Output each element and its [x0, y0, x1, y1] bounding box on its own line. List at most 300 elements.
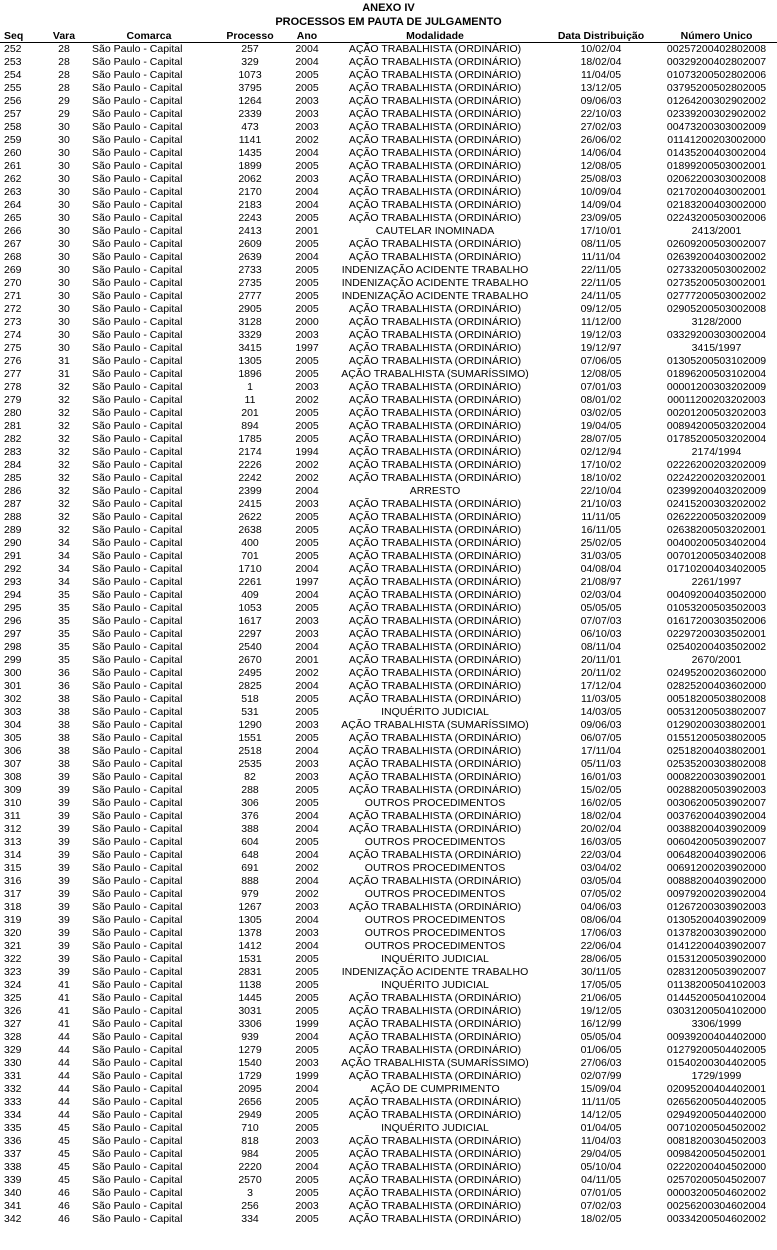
cell-numero-unico: 00518200503802008 — [666, 693, 767, 705]
cell-comarca: São Paulo - Capital — [92, 342, 183, 354]
cell-modalidade: AÇÃO TRABALHISTA (ORDINÁRIO) — [348, 628, 522, 640]
cell-modalidade: INQUÉRITO JUDICIAL — [381, 1122, 489, 1134]
cell-seq: 263 — [4, 186, 22, 198]
cell-seq: 311 — [4, 810, 21, 822]
table-row — [0, 212, 777, 225]
cell-comarca: São Paulo - Capital — [92, 485, 183, 497]
cell-vara: 39 — [58, 875, 70, 887]
cell-modalidade: OUTROS PROCEDIMENTOS — [364, 797, 506, 809]
table-row — [0, 563, 777, 576]
cell-processo: 1290 — [238, 719, 262, 731]
cell-data-distribuicao: 15/09/04 — [580, 1083, 622, 1095]
cell-data-distribuicao: 05/05/04 — [580, 1031, 622, 1043]
cell-vara: 38 — [58, 745, 70, 757]
cell-vara: 30 — [58, 173, 70, 185]
cell-ano: 2005 — [295, 537, 319, 549]
cell-modalidade: AÇÃO TRABALHISTA (ORDINÁRIO) — [348, 537, 522, 549]
cell-comarca: São Paulo - Capital — [92, 1148, 183, 1160]
cell-vara: 32 — [58, 394, 70, 406]
cell-modalidade: AÇÃO TRABALHISTA (ORDINÁRIO) — [348, 563, 522, 575]
cell-numero-unico: 2670/2001 — [691, 654, 742, 666]
cell-numero-unico: 00288200503902003 — [666, 784, 767, 796]
table-row — [0, 693, 777, 706]
cell-vara: 38 — [58, 693, 70, 705]
cell-numero-unico: 00011200203202003 — [667, 394, 766, 406]
cell-comarca: São Paulo - Capital — [92, 459, 183, 471]
cell-seq: 272 — [4, 303, 22, 315]
cell-ano: 2005 — [295, 797, 319, 809]
cell-vara: 41 — [58, 992, 70, 1004]
table-row — [0, 472, 777, 485]
cell-modalidade: AÇÃO TRABALHISTA (ORDINÁRIO) — [348, 641, 522, 653]
cell-processo: 2518 — [238, 745, 262, 757]
cell-numero-unico: 3306/1999 — [691, 1018, 742, 1030]
cell-processo: 2656 — [238, 1096, 262, 1108]
cell-ano: 2004 — [295, 1161, 319, 1173]
cell-comarca: São Paulo - Capital — [92, 654, 183, 666]
cell-vara: 35 — [58, 602, 70, 614]
cell-modalidade: AÇÃO TRABALHISTA (ORDINÁRIO) — [348, 238, 522, 250]
cell-seq: 277 — [4, 368, 22, 380]
cell-processo: 2905 — [238, 303, 262, 315]
cell-ano: 2004 — [295, 251, 319, 263]
cell-ano: 2003 — [295, 498, 319, 510]
cell-data-distribuicao: 10/02/04 — [580, 43, 622, 55]
cell-numero-unico: 01899200503002001 — [666, 160, 767, 172]
cell-numero-unico: 00306200503902007 — [666, 797, 767, 809]
cell-vara: 39 — [58, 914, 70, 926]
cell-ano: 2005 — [295, 784, 319, 796]
column-header-modalidade: Modalidade — [324, 31, 546, 43]
cell-data-distribuicao: 28/06/05 — [580, 953, 622, 965]
cell-data-distribuicao: 15/02/05 — [580, 784, 622, 796]
cell-data-distribuicao: 10/09/04 — [580, 186, 622, 198]
cell-vara: 35 — [58, 589, 70, 601]
cell-comarca: São Paulo - Capital — [92, 1018, 183, 1030]
cell-numero-unico: 03031200504102000 — [666, 1005, 767, 1017]
cell-comarca: São Paulo - Capital — [92, 498, 183, 510]
cell-ano: 2005 — [295, 407, 319, 419]
cell-comarca: São Paulo - Capital — [92, 199, 183, 211]
cell-comarca: São Paulo - Capital — [92, 927, 183, 939]
cell-numero-unico: 00257200402802008 — [666, 43, 767, 55]
cell-seq: 282 — [4, 433, 22, 445]
cell-data-distribuicao: 23/09/05 — [580, 212, 622, 224]
cell-vara: 39 — [58, 784, 70, 796]
table-row — [0, 316, 777, 329]
cell-vara: 30 — [58, 199, 70, 211]
cell-comarca: São Paulo - Capital — [92, 966, 183, 978]
cell-ano: 2003 — [295, 329, 319, 341]
table-row — [0, 446, 777, 459]
cell-ano: 2002 — [295, 667, 319, 679]
cell-comarca: São Paulo - Capital — [92, 745, 183, 757]
cell-data-distribuicao: 12/08/05 — [580, 368, 622, 380]
cell-processo: 1305 — [238, 355, 262, 367]
cell-vara: 44 — [58, 1109, 70, 1121]
cell-comarca: São Paulo - Capital — [92, 433, 183, 445]
table-row — [0, 940, 777, 953]
cell-comarca: São Paulo - Capital — [92, 563, 183, 575]
cell-numero-unico: 00376200403902004 — [666, 810, 767, 822]
cell-comarca: São Paulo - Capital — [92, 979, 183, 991]
table-row — [0, 537, 777, 550]
cell-numero-unico: 00710200504502002 — [666, 1122, 767, 1134]
cell-numero-unico: 02415200303202002 — [666, 498, 767, 510]
cell-modalidade: AÇÃO TRABALHISTA (ORDINÁRIO) — [348, 108, 522, 120]
cell-vara: 39 — [58, 953, 70, 965]
cell-comarca: São Paulo - Capital — [92, 134, 183, 146]
cell-data-distribuicao: 04/08/04 — [580, 563, 622, 575]
table-row — [0, 719, 777, 732]
cell-ano: 2002 — [295, 134, 319, 146]
cell-data-distribuicao: 22/10/03 — [580, 108, 622, 120]
cell-ano: 2005 — [295, 355, 319, 367]
cell-modalidade: AÇÃO TRABALHISTA (ORDINÁRIO) — [348, 849, 522, 861]
cell-seq: 289 — [4, 524, 22, 536]
cell-data-distribuicao: 30/11/05 — [580, 966, 622, 978]
table-row — [0, 953, 777, 966]
cell-seq: 304 — [4, 719, 22, 731]
cell-data-distribuicao: 08/11/05 — [580, 238, 622, 250]
cell-seq: 341 — [4, 1200, 22, 1212]
cell-processo: 2399 — [238, 485, 262, 497]
cell-ano: 2004 — [295, 1031, 319, 1043]
cell-processo: 2243 — [238, 212, 262, 224]
cell-modalidade: AÇÃO TRABALHISTA (ORDINÁRIO) — [348, 758, 522, 770]
cell-vara: 32 — [58, 381, 70, 393]
cell-ano: 2003 — [295, 628, 319, 640]
cell-processo: 979 — [241, 888, 259, 900]
column-header-numero-unico: Número Único — [656, 31, 777, 43]
cell-numero-unico: 01445200504102004 — [666, 992, 767, 1004]
cell-seq: 312 — [4, 823, 22, 835]
cell-comarca: São Paulo - Capital — [92, 1109, 183, 1121]
table-row — [0, 524, 777, 537]
cell-seq: 306 — [4, 745, 22, 757]
cell-data-distribuicao: 24/11/05 — [580, 290, 622, 302]
cell-numero-unico: 00894200503202004 — [666, 420, 767, 432]
cell-vara: 30 — [58, 186, 70, 198]
table-row — [0, 732, 777, 745]
cell-comarca: São Paulo - Capital — [92, 303, 183, 315]
cell-processo: 1412 — [238, 940, 262, 952]
cell-comarca: São Paulo - Capital — [92, 407, 183, 419]
cell-ano: 2003 — [295, 927, 319, 939]
cell-data-distribuicao: 01/06/05 — [580, 1044, 622, 1056]
cell-data-distribuicao: 20/02/04 — [580, 823, 622, 835]
cell-modalidade: AÇÃO TRABALHISTA (ORDINÁRIO) — [348, 43, 522, 55]
cell-data-distribuicao: 04/11/05 — [580, 1174, 622, 1186]
table-row — [0, 979, 777, 992]
cell-seq: 324 — [4, 979, 22, 991]
cell-ano: 2002 — [295, 862, 319, 874]
table-row — [0, 238, 777, 251]
cell-processo: 1141 — [238, 134, 262, 146]
cell-vara: 34 — [58, 550, 70, 562]
cell-modalidade: AÇÃO TRABALHISTA (ORDINÁRIO) — [348, 745, 522, 757]
cell-numero-unico: 00388200403902009 — [666, 823, 767, 835]
cell-numero-unico: 00001200303202009 — [666, 381, 767, 393]
cell-processo: 1896 — [238, 368, 262, 380]
cell-ano: 2003 — [295, 95, 319, 107]
cell-numero-unico: 01279200504402005 — [666, 1044, 767, 1056]
cell-processo: 3 — [247, 1187, 253, 1199]
cell-modalidade: AÇÃO TRABALHISTA (SUMARÍSSIMO) — [341, 719, 529, 731]
cell-seq: 280 — [4, 407, 22, 419]
cell-processo: 1264 — [238, 95, 262, 107]
table-row — [0, 771, 777, 784]
table-header-row — [0, 31, 777, 43]
cell-numero-unico: 00003200504602002 — [666, 1187, 767, 1199]
cell-modalidade: INDENIZAÇÃO ACIDENTE TRABALHO — [341, 264, 529, 276]
cell-processo: 3795 — [238, 82, 262, 94]
cell-numero-unico: 02095200404402001 — [666, 1083, 767, 1095]
cell-modalidade: AÇÃO TRABALHISTA (ORDINÁRIO) — [348, 680, 522, 692]
cell-comarca: São Paulo - Capital — [92, 550, 183, 562]
cell-data-distribuicao: 05/05/05 — [580, 602, 622, 614]
cell-modalidade: AÇÃO TRABALHISTA (ORDINÁRIO) — [348, 511, 522, 523]
cell-processo: 2226 — [238, 459, 262, 471]
table-row — [0, 108, 777, 121]
table-row — [0, 290, 777, 303]
cell-comarca: São Paulo - Capital — [92, 56, 183, 68]
cell-data-distribuicao: 07/07/03 — [580, 615, 622, 627]
cell-numero-unico: 02399200403202009 — [666, 485, 767, 497]
cell-modalidade: AÇÃO TRABALHISTA (ORDINÁRIO) — [348, 459, 522, 471]
cell-comarca: São Paulo - Capital — [92, 1005, 183, 1017]
cell-data-distribuicao: 09/12/05 — [580, 303, 622, 315]
cell-data-distribuicao: 19/12/05 — [580, 1005, 622, 1017]
cell-processo: 2570 — [238, 1174, 262, 1186]
cell-ano: 2004 — [295, 186, 319, 198]
table-row — [0, 1044, 777, 1057]
cell-processo: 604 — [241, 836, 259, 848]
cell-ano: 2002 — [295, 472, 319, 484]
cell-data-distribuicao: 16/03/05 — [580, 836, 622, 848]
cell-ano: 2005 — [295, 1148, 319, 1160]
cell-numero-unico: 00818200304502003 — [666, 1135, 767, 1147]
cell-processo: 518 — [241, 693, 259, 705]
cell-ano: 2005 — [295, 1044, 319, 1056]
cell-data-distribuicao: 05/11/03 — [580, 758, 622, 770]
cell-seq: 303 — [4, 706, 22, 718]
cell-processo: 2495 — [238, 667, 262, 679]
cell-ano: 2004 — [295, 147, 319, 159]
table-row — [0, 368, 777, 381]
table-row — [0, 1057, 777, 1070]
cell-modalidade: AÇÃO TRABALHISTA (ORDINÁRIO) — [348, 667, 522, 679]
cell-ano: 2005 — [295, 602, 319, 614]
cell-data-distribuicao: 08/11/04 — [580, 641, 622, 653]
table-row — [0, 173, 777, 186]
cell-comarca: São Paulo - Capital — [92, 823, 183, 835]
cell-processo: 11 — [244, 394, 256, 406]
cell-vara: 32 — [58, 459, 70, 471]
table-row — [0, 901, 777, 914]
table-row — [0, 823, 777, 836]
table-row — [0, 589, 777, 602]
cell-comarca: São Paulo - Capital — [92, 576, 183, 588]
cell-numero-unico: 01305200503102009 — [666, 355, 767, 367]
cell-data-distribuicao: 12/08/05 — [580, 160, 622, 172]
cell-vara: 39 — [58, 966, 70, 978]
cell-modalidade: AÇÃO TRABALHISTA (ORDINÁRIO) — [348, 355, 522, 367]
table-row — [0, 303, 777, 316]
cell-processo: 3031 — [238, 1005, 262, 1017]
cell-processo: 648 — [241, 849, 259, 861]
cell-vara: 32 — [58, 446, 70, 458]
cell-data-distribuicao: 16/01/03 — [580, 771, 622, 783]
table-row — [0, 706, 777, 719]
cell-modalidade: AÇÃO TRABALHISTA (ORDINÁRIO) — [348, 1096, 522, 1108]
cell-modalidade: OUTROS PROCEDIMENTOS — [364, 862, 506, 874]
cell-numero-unico: 02735200503002001 — [666, 277, 767, 289]
table-row — [0, 225, 777, 238]
cell-numero-unico: 00329200402802007 — [666, 56, 767, 68]
cell-numero-unico: 02777200503002002 — [666, 290, 767, 302]
table-row — [0, 407, 777, 420]
table-row — [0, 1096, 777, 1109]
cell-data-distribuicao: 16/02/05 — [580, 797, 622, 809]
cell-numero-unico: 02339200302902002 — [666, 108, 767, 120]
table-row — [0, 121, 777, 134]
cell-seq: 308 — [4, 771, 22, 783]
cell-vara: 39 — [58, 771, 70, 783]
cell-modalidade: OUTROS PROCEDIMENTOS — [364, 836, 506, 848]
cell-ano: 2004 — [295, 485, 319, 497]
cell-numero-unico: 02170200403002001 — [666, 186, 767, 198]
cell-processo: 939 — [241, 1031, 259, 1043]
cell-seq: 309 — [4, 784, 22, 796]
cell-numero-unico: 02495200203602000 — [666, 667, 767, 679]
cell-ano: 2005 — [295, 160, 319, 172]
cell-seq: 325 — [4, 992, 22, 1004]
cell-comarca: São Paulo - Capital — [92, 290, 183, 302]
cell-modalidade: AÇÃO TRABALHISTA (ORDINÁRIO) — [348, 784, 522, 796]
cell-seq: 279 — [4, 394, 22, 406]
cell-modalidade: AÇÃO TRABALHISTA (ORDINÁRIO) — [348, 82, 522, 94]
cell-data-distribuicao: 20/11/01 — [580, 654, 622, 666]
cell-seq: 333 — [4, 1096, 22, 1108]
cell-numero-unico: 01435200403002004 — [666, 147, 767, 159]
cell-seq: 328 — [4, 1031, 22, 1043]
table-row — [0, 394, 777, 407]
cell-seq: 274 — [4, 329, 22, 341]
cell-numero-unico: 01785200503202004 — [666, 433, 767, 445]
cell-vara: 30 — [58, 329, 70, 341]
cell-data-distribuicao: 21/06/05 — [580, 992, 622, 1004]
cell-seq: 283 — [4, 446, 22, 458]
cell-numero-unico: 02638200503202001 — [666, 524, 767, 536]
cell-vara: 44 — [58, 1083, 70, 1095]
cell-processo: 1445 — [238, 992, 262, 1004]
cell-modalidade: OUTROS PROCEDIMENTOS — [364, 940, 506, 952]
cell-modalidade: AÇÃO TRABALHISTA (SUMARÍSSIMO) — [341, 368, 529, 380]
cell-processo: 710 — [241, 1122, 259, 1134]
cell-ano: 2005 — [295, 303, 319, 315]
table-row — [0, 550, 777, 563]
cell-seq: 281 — [4, 420, 22, 432]
table-row — [0, 186, 777, 199]
column-header-ano: Ano — [290, 31, 324, 43]
cell-modalidade: AÇÃO TRABALHISTA (ORDINÁRIO) — [348, 1135, 522, 1147]
cell-vara: 39 — [58, 849, 70, 861]
cell-ano: 2004 — [295, 43, 319, 55]
cell-seq: 302 — [4, 693, 22, 705]
cell-seq: 336 — [4, 1135, 22, 1147]
cell-seq: 299 — [4, 654, 22, 666]
cell-vara: 35 — [58, 641, 70, 653]
cell-processo: 2639 — [238, 251, 262, 263]
cell-ano: 2004 — [295, 940, 319, 952]
cell-modalidade: AÇÃO TRABALHISTA (ORDINÁRIO) — [348, 732, 522, 744]
table-row — [0, 264, 777, 277]
cell-processo: 1540 — [238, 1057, 262, 1069]
cell-numero-unico: 01290200303802001 — [666, 719, 767, 731]
cell-comarca: São Paulo - Capital — [92, 381, 183, 393]
cell-data-distribuicao: 11/04/05 — [580, 69, 622, 81]
cell-comarca: São Paulo - Capital — [92, 69, 183, 81]
table-row — [0, 1018, 777, 1031]
cell-data-distribuicao: 18/10/02 — [580, 472, 622, 484]
cell-numero-unico: 00409200403502000 — [666, 589, 767, 601]
cell-processo: 1617 — [238, 615, 262, 627]
cell-ano: 2002 — [295, 394, 319, 406]
cell-processo: 2183 — [238, 199, 262, 211]
table-row — [0, 745, 777, 758]
processes-table — [0, 31, 777, 1226]
cell-ano: 2001 — [295, 225, 319, 237]
cell-numero-unico: 02535200303802008 — [666, 758, 767, 770]
cell-data-distribuicao: 02/03/04 — [580, 589, 622, 601]
cell-processo: 2949 — [238, 1109, 262, 1121]
cell-numero-unico: 00701200503402008 — [666, 550, 767, 562]
cell-ano: 2005 — [295, 979, 319, 991]
cell-data-distribuicao: 03/04/02 — [580, 862, 622, 874]
cell-data-distribuicao: 27/06/03 — [580, 1057, 622, 1069]
cell-modalidade: INDENIZAÇÃO ACIDENTE TRABALHO — [341, 277, 529, 289]
table-row — [0, 1148, 777, 1161]
cell-ano: 2005 — [295, 433, 319, 445]
cell-comarca: São Paulo - Capital — [92, 784, 183, 796]
cell-data-distribuicao: 09/06/03 — [580, 95, 622, 107]
cell-processo: 2609 — [238, 238, 262, 250]
cell-processo: 3415 — [238, 342, 262, 354]
cell-vara: 45 — [58, 1161, 70, 1173]
cell-processo: 2261 — [238, 576, 262, 588]
cell-data-distribuicao: 29/04/05 — [580, 1148, 622, 1160]
cell-modalidade: AÇÃO TRABALHISTA (ORDINÁRIO) — [348, 251, 522, 263]
cell-ano: 2004 — [295, 914, 319, 926]
table-row — [0, 1187, 777, 1200]
cell-data-distribuicao: 22/06/04 — [580, 940, 622, 952]
cell-comarca: São Paulo - Capital — [92, 1200, 183, 1212]
cell-seq: 332 — [4, 1083, 22, 1095]
cell-comarca: São Paulo - Capital — [92, 771, 183, 783]
table-row — [0, 433, 777, 446]
cell-comarca: São Paulo - Capital — [92, 511, 183, 523]
table-row — [0, 459, 777, 472]
cell-processo: 701 — [241, 550, 259, 562]
cell-modalidade: AÇÃO TRABALHISTA (ORDINÁRIO) — [348, 1109, 522, 1121]
cell-data-distribuicao: 02/07/99 — [580, 1070, 622, 1082]
table-row — [0, 251, 777, 264]
cell-processo: 2339 — [238, 108, 262, 120]
table-row — [0, 1109, 777, 1122]
cell-processo: 1785 — [238, 433, 262, 445]
cell-modalidade: AÇÃO TRABALHISTA (ORDINÁRIO) — [348, 1018, 522, 1030]
